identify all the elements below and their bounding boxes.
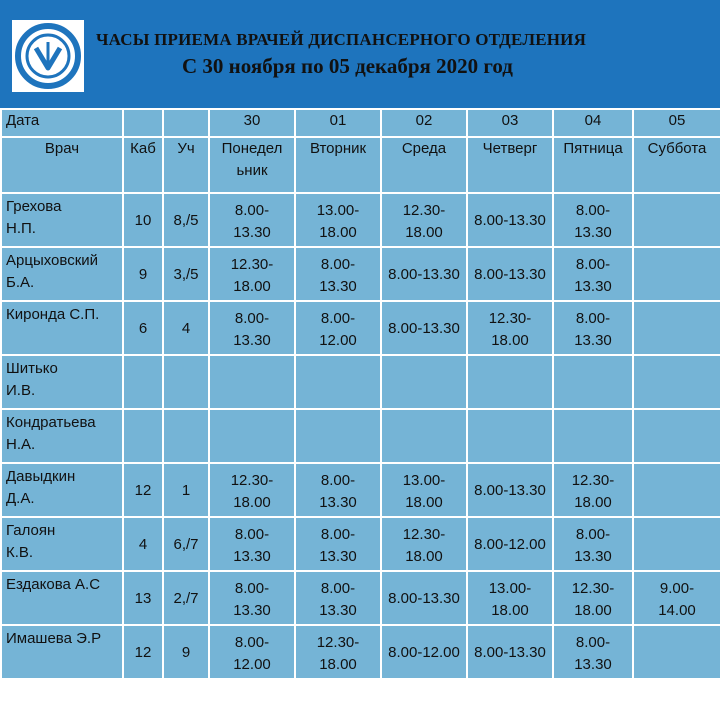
reception-time-cell <box>295 193 381 247</box>
reception-time-cell <box>633 301 720 355</box>
table-row <box>1 193 720 247</box>
reception-time: 8.00- 13.30 <box>233 310 271 349</box>
reception-time-cell <box>553 625 633 679</box>
reception-time: 8.00-12.00 <box>388 644 460 661</box>
day-header: Суббота <box>647 140 707 157</box>
reception-time: 8.00- 13.30 <box>319 580 357 619</box>
reception-time-cell <box>381 625 467 679</box>
reception-time: 12.30- 18.00 <box>230 472 274 511</box>
date-cell <box>295 109 381 137</box>
reception-time: 8.00- 13.30 <box>233 202 271 241</box>
reception-time: 8.00- 12.00 <box>319 310 357 349</box>
district-number: 6,/7 <box>173 536 199 553</box>
district-number-cell <box>163 571 209 625</box>
reception-time <box>382 410 466 416</box>
cabinet-number-cell <box>123 409 163 463</box>
reception-time: 13.00- 18.00 <box>488 580 532 619</box>
date-value: 04 <box>584 112 602 129</box>
date-cell <box>467 109 553 137</box>
reception-time-cell <box>467 247 553 301</box>
reception-time-cell <box>467 301 553 355</box>
reception-time: 12.30- 18.00 <box>571 472 615 511</box>
district-number-cell <box>163 517 209 571</box>
reception-time <box>468 410 552 416</box>
reception-time-cell <box>209 625 295 679</box>
doctor-name-cell <box>1 247 123 301</box>
cabinet-number: 12 <box>134 482 152 499</box>
doctor-name-cell <box>1 355 123 409</box>
reception-time-cell <box>295 463 381 517</box>
reception-time-cell <box>209 247 295 301</box>
date-cell <box>209 109 295 137</box>
reception-time: 8.00- 13.30 <box>574 256 612 295</box>
reception-time-cell <box>633 193 720 247</box>
district-number-cell <box>163 247 209 301</box>
reception-time: 8.00-12.00 <box>474 536 546 553</box>
reception-time-cell <box>381 409 467 463</box>
reception-time: 8.00- 13.30 <box>319 472 357 511</box>
doctor-name: Шитько И.В. <box>6 360 58 399</box>
cab-header: Каб <box>130 140 156 157</box>
doctor-name: Ездакова А.С <box>6 576 101 593</box>
cabinet-number <box>124 356 162 372</box>
reception-time-cell <box>633 355 720 409</box>
doctor-name: Кондратьева Н.А. <box>6 414 96 453</box>
day-header: Четверг <box>482 140 538 157</box>
reception-time-cell <box>467 625 553 679</box>
reception-time: 8.00-13.30 <box>474 266 546 283</box>
reception-time: 12.30- 18.00 <box>316 634 360 673</box>
day-header: Понедел ьник <box>221 140 283 179</box>
reception-time-cell <box>633 409 720 463</box>
doctor-name-cell <box>1 625 123 679</box>
reception-time: 13.00- 18.00 <box>316 202 360 241</box>
reception-time: 8.00- 13.30 <box>574 634 612 673</box>
reception-time: 12.30- 18.00 <box>230 256 274 295</box>
reception-time-cell <box>633 571 720 625</box>
day-header-cell <box>381 137 467 193</box>
schedule-table <box>0 108 720 680</box>
hospital-emblem-icon <box>12 20 84 92</box>
date-value: 01 <box>329 112 347 129</box>
date-value: 05 <box>668 112 686 129</box>
reception-time: 8.00- 12.00 <box>233 634 271 673</box>
reception-time: 8.00- 13.30 <box>319 256 357 295</box>
doctor-name: Имашева Э.Р <box>6 630 102 647</box>
reception-time <box>634 410 720 416</box>
reception-time-cell <box>467 355 553 409</box>
cabinet-number: 4 <box>138 536 148 553</box>
reception-time <box>634 518 720 524</box>
table-row <box>1 301 720 355</box>
reception-time: 12.30- 18.00 <box>402 526 446 565</box>
district-number: 3,/5 <box>173 266 199 283</box>
district-number: 1 <box>181 482 191 499</box>
reception-time <box>634 302 720 308</box>
header-row <box>1 137 720 193</box>
cab-header-cell <box>123 137 163 193</box>
reception-time: 8.00- 13.30 <box>319 526 357 565</box>
reception-time-cell <box>633 463 720 517</box>
reception-time-cell <box>209 517 295 571</box>
reception-time-cell <box>467 409 553 463</box>
doctor-name-cell <box>1 409 123 463</box>
district-number: 2,/7 <box>173 590 199 607</box>
date-value: 02 <box>415 112 433 129</box>
day-header-cell <box>295 137 381 193</box>
district-number-cell <box>163 463 209 517</box>
reception-time: 8.00-13.30 <box>474 644 546 661</box>
reception-time <box>296 410 380 416</box>
reception-time-cell <box>209 301 295 355</box>
day-header-cell <box>209 137 295 193</box>
reception-time: 12.30- 18.00 <box>488 310 532 349</box>
day-header-cell <box>633 137 720 193</box>
reception-time <box>210 410 294 416</box>
reception-time-cell <box>295 409 381 463</box>
reception-time-cell <box>295 571 381 625</box>
reception-time-cell <box>553 463 633 517</box>
doctor-name-cell <box>1 463 123 517</box>
reception-time-cell <box>467 517 553 571</box>
reception-time: 8.00- 13.30 <box>233 580 271 619</box>
doctor-name: Галоян К.В. <box>6 522 56 561</box>
date-label: Дата <box>6 112 40 129</box>
reception-time <box>634 464 720 470</box>
reception-time-cell <box>209 463 295 517</box>
reception-time <box>634 626 720 632</box>
table-row <box>1 247 720 301</box>
reception-time-cell <box>553 409 633 463</box>
cabinet-number-cell <box>123 355 163 409</box>
reception-time-cell <box>633 247 720 301</box>
reception-time: 8.00- 13.30 <box>574 310 612 349</box>
reception-time-cell <box>467 193 553 247</box>
reception-time <box>634 194 720 200</box>
table-row <box>1 463 720 517</box>
cabinet-number-cell <box>123 247 163 301</box>
cabinet-number: 9 <box>138 266 148 283</box>
doctor-name: Арцыховский Б.А. <box>6 252 99 291</box>
page-title: ЧАСЫ ПРИЕМА ВРАЧЕЙ ДИСПАНСЕРНОГО ОТДЕЛЕНИЯ <box>96 30 587 49</box>
date-label-cell <box>1 109 123 137</box>
reception-time: 8.00- 13.30 <box>574 202 612 241</box>
doctor-name: Давыдкин Д.А. <box>6 468 76 507</box>
reception-time: 8.00-13.30 <box>388 266 460 283</box>
day-header: Пятница <box>563 140 623 157</box>
day-header-cell <box>553 137 633 193</box>
cabinet-number: 6 <box>138 320 148 337</box>
reception-time-cell <box>381 355 467 409</box>
cabinet-number: 13 <box>134 590 152 607</box>
doctor-name-cell <box>1 301 123 355</box>
table-row <box>1 625 720 679</box>
doctor-header: Врач <box>44 140 80 157</box>
reception-time-cell <box>295 625 381 679</box>
cabinet-number-cell <box>123 517 163 571</box>
reception-time <box>634 248 720 254</box>
reception-time-cell <box>209 193 295 247</box>
table-row <box>1 409 720 463</box>
reception-time: 8.00-13.30 <box>388 590 460 607</box>
district-number: 4 <box>181 320 191 337</box>
reception-time-cell <box>209 409 295 463</box>
district-number <box>164 356 208 372</box>
header-banner <box>0 0 720 108</box>
day-header: Вторник <box>309 140 367 157</box>
district-number-cell <box>163 301 209 355</box>
doctor-name-cell <box>1 571 123 625</box>
reception-time: 8.00-13.30 <box>474 212 546 229</box>
district-number-cell <box>163 193 209 247</box>
date-cell <box>633 109 720 137</box>
reception-time <box>554 410 632 416</box>
reception-time-cell <box>553 355 633 409</box>
reception-time: 13.00- 18.00 <box>402 472 446 511</box>
reception-time-cell <box>295 355 381 409</box>
district-number: 9 <box>181 644 191 661</box>
reception-time <box>210 356 294 362</box>
reception-time: 8.00-13.30 <box>388 320 460 337</box>
reception-time-cell <box>553 193 633 247</box>
reception-time-cell <box>467 571 553 625</box>
cabinet-number-cell <box>123 463 163 517</box>
reception-time-cell <box>633 517 720 571</box>
district-number-cell <box>163 355 209 409</box>
uch-header-cell <box>163 137 209 193</box>
reception-time-cell <box>553 517 633 571</box>
doctor-name-cell <box>1 193 123 247</box>
reception-time <box>554 356 632 362</box>
reception-time <box>468 356 552 362</box>
reception-time-cell <box>633 625 720 679</box>
doctor-header-cell <box>1 137 123 193</box>
date-value: 03 <box>501 112 519 129</box>
reception-time: 12.30- 18.00 <box>402 202 446 241</box>
reception-time-cell <box>381 463 467 517</box>
reception-time-cell <box>295 247 381 301</box>
day-header: Среда <box>401 140 447 157</box>
cabinet-number-cell <box>123 625 163 679</box>
district-number-cell <box>163 625 209 679</box>
empty-cell <box>163 109 209 137</box>
reception-time-cell <box>381 301 467 355</box>
reception-time-cell <box>553 571 633 625</box>
date-row <box>1 109 720 137</box>
date-cell <box>381 109 467 137</box>
table-row <box>1 517 720 571</box>
district-number <box>164 410 208 426</box>
reception-time: 8.00- 13.30 <box>574 526 612 565</box>
district-number: 8,/5 <box>173 212 199 229</box>
reception-time-cell <box>209 571 295 625</box>
reception-time <box>382 356 466 362</box>
reception-time-cell <box>467 463 553 517</box>
cabinet-number <box>124 410 162 426</box>
table-row <box>1 571 720 625</box>
reception-time-cell <box>553 247 633 301</box>
reception-time <box>634 356 720 362</box>
empty-cell <box>123 109 163 137</box>
cabinet-number: 10 <box>134 212 152 229</box>
doctor-name-cell <box>1 517 123 571</box>
reception-time <box>296 356 380 362</box>
district-number-cell <box>163 409 209 463</box>
table-row <box>1 355 720 409</box>
reception-time-cell <box>381 517 467 571</box>
reception-time: 12.30- 18.00 <box>571 580 615 619</box>
day-header-cell <box>467 137 553 193</box>
reception-time: 8.00-13.30 <box>474 482 546 499</box>
reception-time-cell <box>381 193 467 247</box>
reception-time-cell <box>295 517 381 571</box>
cabinet-number-cell <box>123 193 163 247</box>
reception-time: 9.00- 14.00 <box>658 580 696 619</box>
date-cell <box>553 109 633 137</box>
date-value: 30 <box>243 112 261 129</box>
reception-time-cell <box>381 571 467 625</box>
reception-time-cell <box>209 355 295 409</box>
cabinet-number: 12 <box>134 644 152 661</box>
page-subtitle: С 30 ноября по 05 декабря 2020 год <box>182 54 513 78</box>
reception-time-cell <box>295 301 381 355</box>
reception-time-cell <box>553 301 633 355</box>
uch-header: Уч <box>177 140 195 157</box>
reception-time-cell <box>381 247 467 301</box>
reception-time: 8.00- 13.30 <box>233 526 271 565</box>
doctor-name: Грехова Н.П. <box>6 198 62 237</box>
cabinet-number-cell <box>123 301 163 355</box>
doctor-name: Киронда С.П. <box>6 306 100 323</box>
cabinet-number-cell <box>123 571 163 625</box>
